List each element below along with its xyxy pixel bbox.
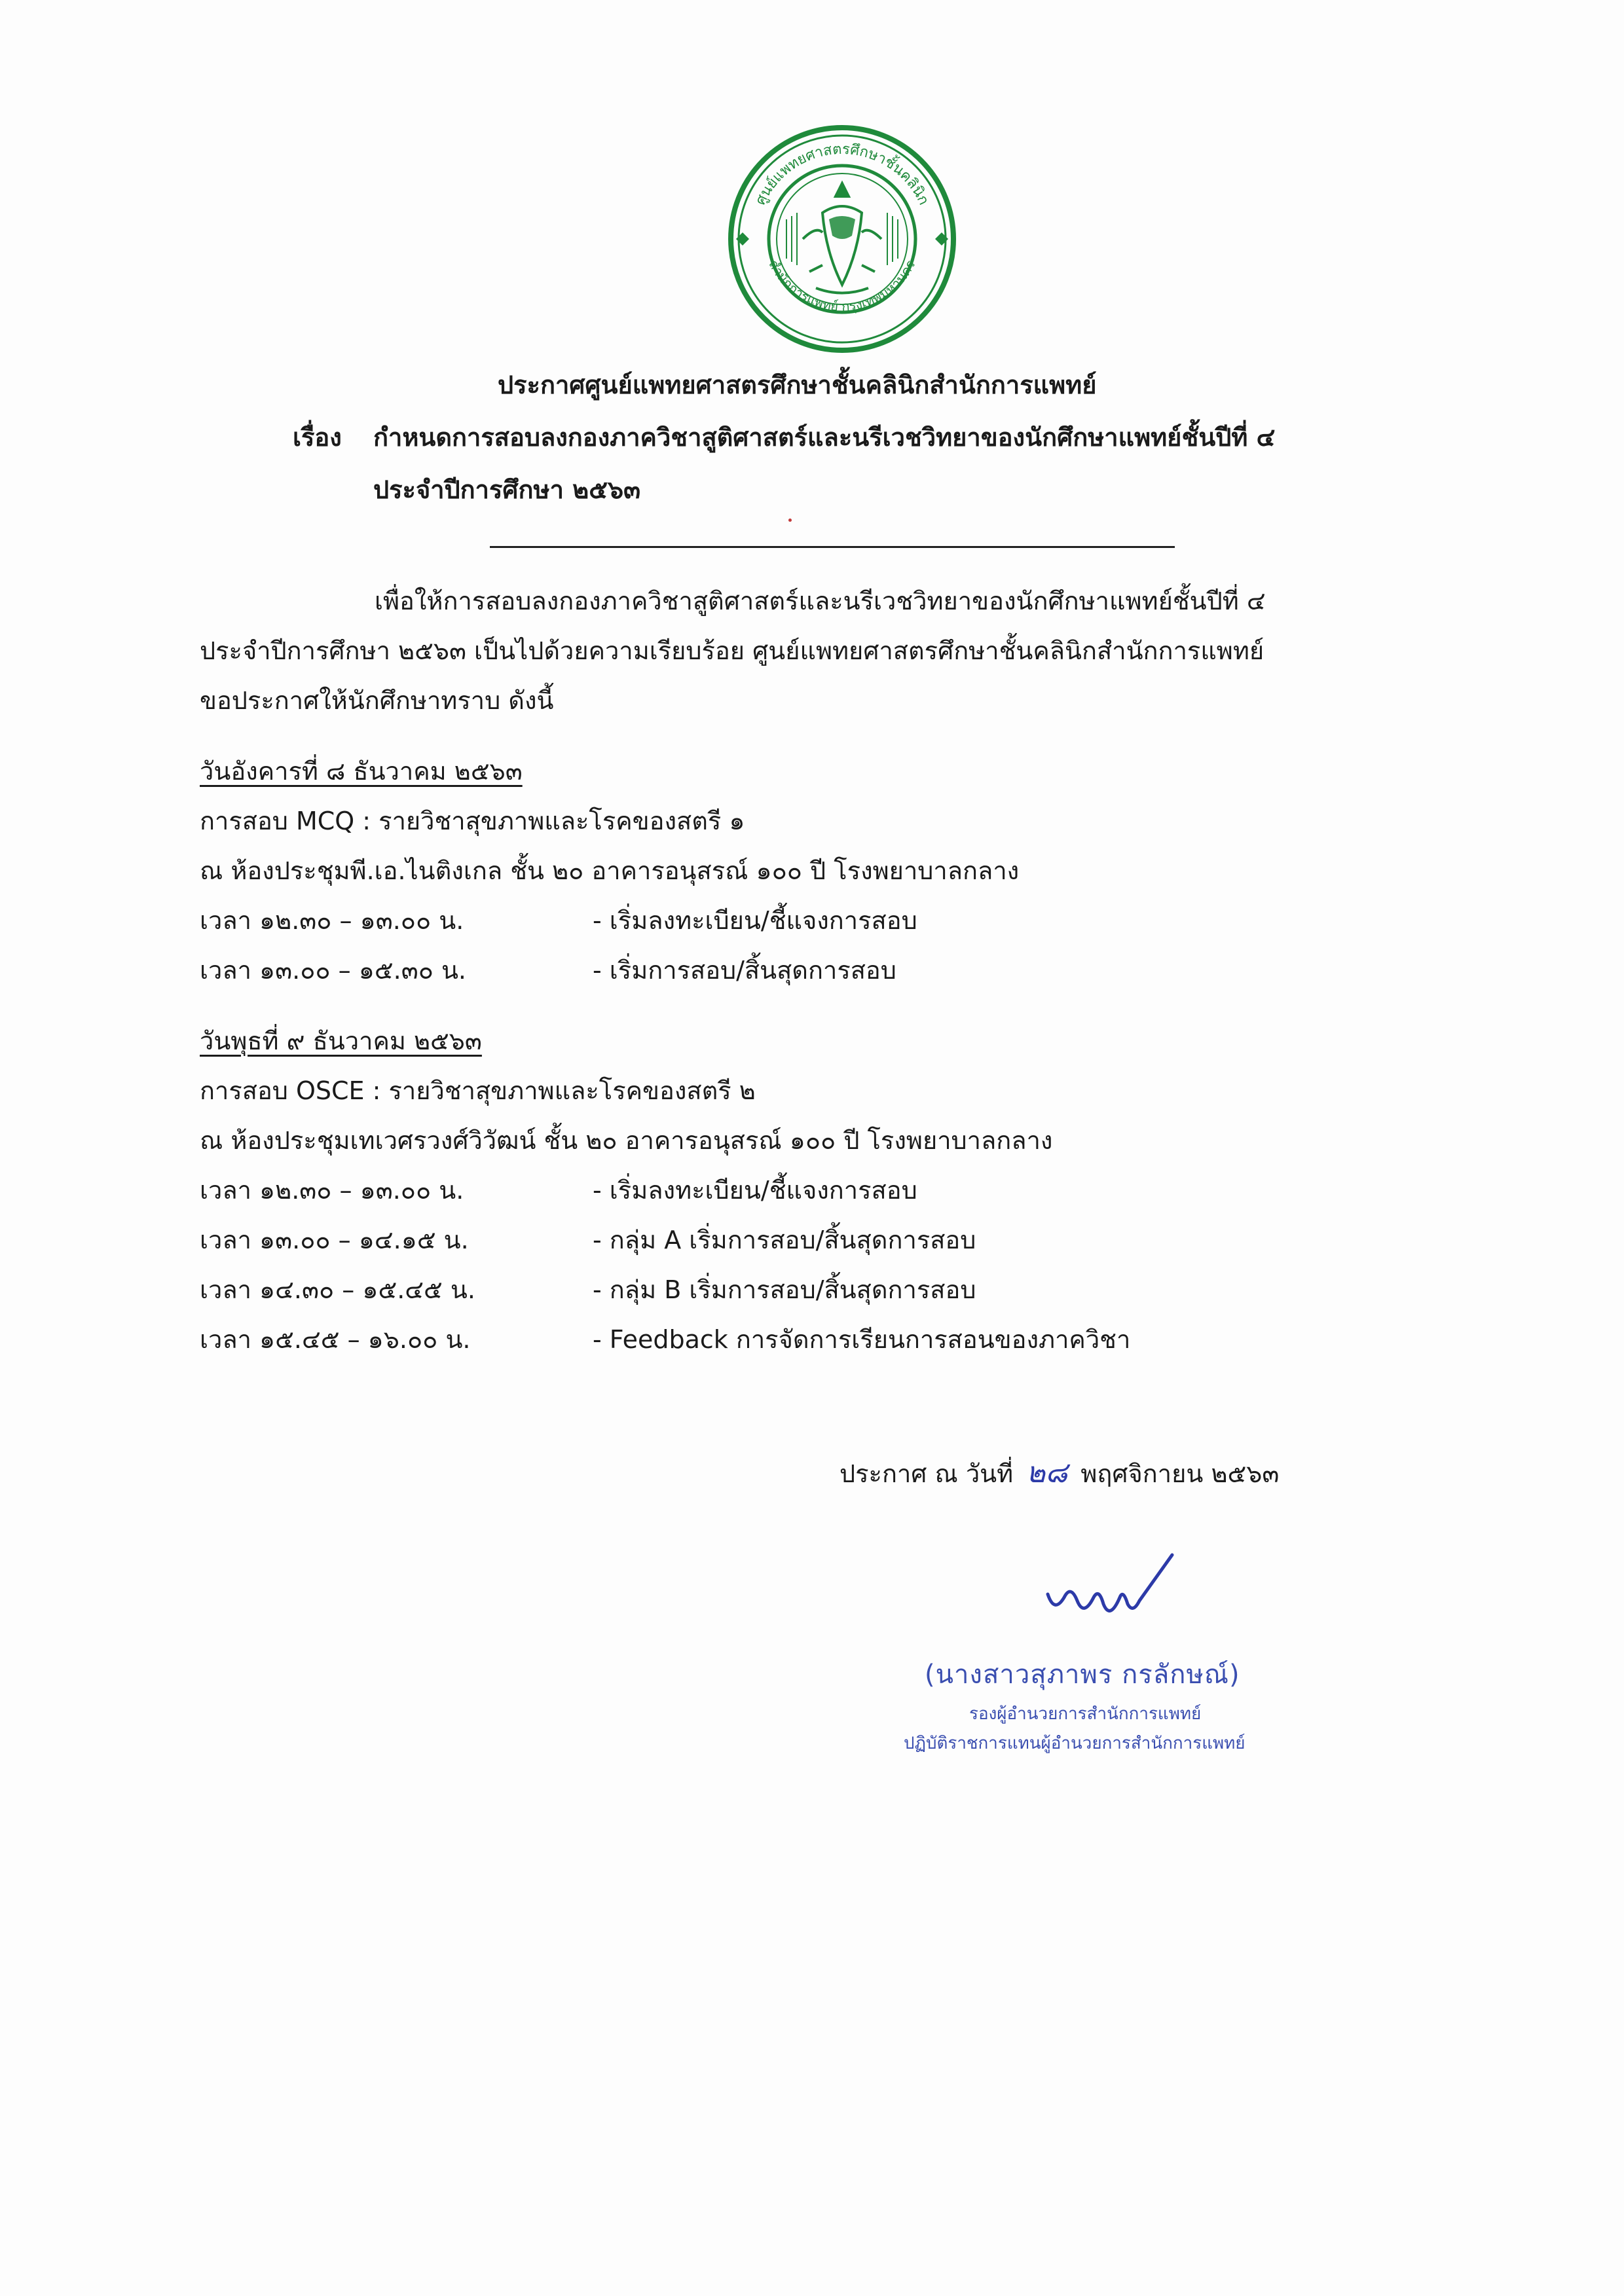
day2-row-time: เวลา ๑๒.๓๐ – ๑๓.๐๐ น. <box>200 1176 464 1205</box>
day2-exam: การสอบ OSCE : รายวิชาสุขภาพและโรคของสตรี ๒ <box>200 1076 756 1105</box>
day1-row-time: เวลา ๑๒.๓๐ – ๑๓.๐๐ น. <box>200 906 464 935</box>
signatory-name: (นางสาวสุภาพร กรลักษณ์) <box>925 1660 1240 1690</box>
day2-venue: ณ ห้องประชุมเทเวศรวงศ์วิวัฒน์ ชั้น ๒๐ อาคารอนุสรณ์ ๑๐๐ ปี โรงพยาบาลกลาง <box>200 1126 1053 1155</box>
subject-line-1: กำหนดการสอบลงกองภาควิชาสูติศาสตร์และนรีเวชวิทยาของนักศึกษาแพทย์ชั้นปีที่ ๔ <box>373 423 1276 452</box>
announcement-title: ประกาศศูนย์แพทยศาสตรศึกษาชั้นคลินิกสำนักการแพทย์ <box>498 371 1097 399</box>
header-divider <box>490 546 1175 548</box>
day2-row-desc: - กลุ่ม A เริ่มการสอบ/สิ้นสุดการสอบ <box>593 1226 976 1254</box>
day1-date: วันอังคารที่ ๘ ธันวาคม ๒๕๖๓ <box>200 757 523 786</box>
handwritten-signature-icon <box>1041 1548 1205 1633</box>
signatory-position-2: ปฏิบัติราชการแทนผู้อำนวยการสำนักการแพทย์ <box>904 1734 1246 1753</box>
day2-row-time: เวลา ๑๓.๐๐ – ๑๔.๑๕ น. <box>200 1226 469 1254</box>
day2-row-desc: - Feedback การจัดการเรียนการสอนของภาควิชา <box>593 1325 1131 1354</box>
intro-line-3: ขอประกาศให้นักศึกษาทราบ ดังนี้ <box>200 686 554 715</box>
seal-top-text: ศูนย์แพทยศาสตรศึกษาชั้นคลินิก <box>752 141 932 208</box>
intro-line-2: ประจำปีการศึกษา ๒๕๖๓ เป็นไปด้วยความเรียบร้อย ศูนย์แพทยศาสตรศึกษาชั้นคลินิกสำนักการแพทย์ <box>200 636 1264 665</box>
intro-line-1: เพื่อให้การสอบลงกองภาควิชาสูติศาสตร์และนรีเวชวิทยาของนักศึกษาแพทย์ชั้นปีที่ ๔ <box>375 587 1266 615</box>
subject-line-2: ประจำปีการศึกษา ๒๕๖๓ <box>373 475 641 504</box>
day1-row-desc: - เริ่มการสอบ/สิ้นสุดการสอบ <box>593 956 896 985</box>
day1-row-time: เวลา ๑๓.๐๐ – ๑๕.๓๐ น. <box>200 956 467 985</box>
announcement-suffix: พฤศจิกายน ๒๕๖๓ <box>1080 1459 1280 1488</box>
announcement-date <box>840 1455 1279 1492</box>
medical-college-seal-icon <box>724 121 960 357</box>
day2-date: วันพุธที่ ๙ ธันวาคม ๒๕๖๓ <box>200 1027 482 1055</box>
day2-row-desc: - กลุ่ม B เริ่มการสอบ/สิ้นสุดการสอบ <box>593 1275 976 1304</box>
seal-bottom-text: สำนักการแพทย์ กรุงเทพมหานคร <box>766 257 919 315</box>
signatory-position-1: รองผู้อำนวยการสำนักการแพทย์ <box>969 1704 1202 1724</box>
day2-row-desc: - เริ่มลงทะเบียน/ชี้แจงการสอบ <box>593 1176 917 1205</box>
ink-dot <box>788 519 792 522</box>
day1-row-desc: - เริ่มลงทะเบียน/ชี้แจงการสอบ <box>593 906 917 935</box>
handwritten-day: ๒๘ <box>1026 1456 1068 1489</box>
day2-row-time: เวลา ๑๔.๓๐ – ๑๕.๔๕ น. <box>200 1275 475 1304</box>
announcement-prefix: ประกาศ ณ วันที่ <box>840 1459 1014 1488</box>
day2-row-time: เวลา ๑๕.๔๕ – ๑๖.๐๐ น. <box>200 1325 471 1354</box>
subject-label: เรื่อง <box>293 423 342 452</box>
day1-exam: การสอบ MCQ : รายวิชาสุขภาพและโรคของสตรี ๑ <box>200 807 745 835</box>
day1-venue: ณ ห้องประชุมพี.เอ.ไนติงเกล ชั้น ๒๐ อาคารอนุสรณ์ ๑๐๐ ปี โรงพยาบาลกลาง <box>200 856 1020 885</box>
